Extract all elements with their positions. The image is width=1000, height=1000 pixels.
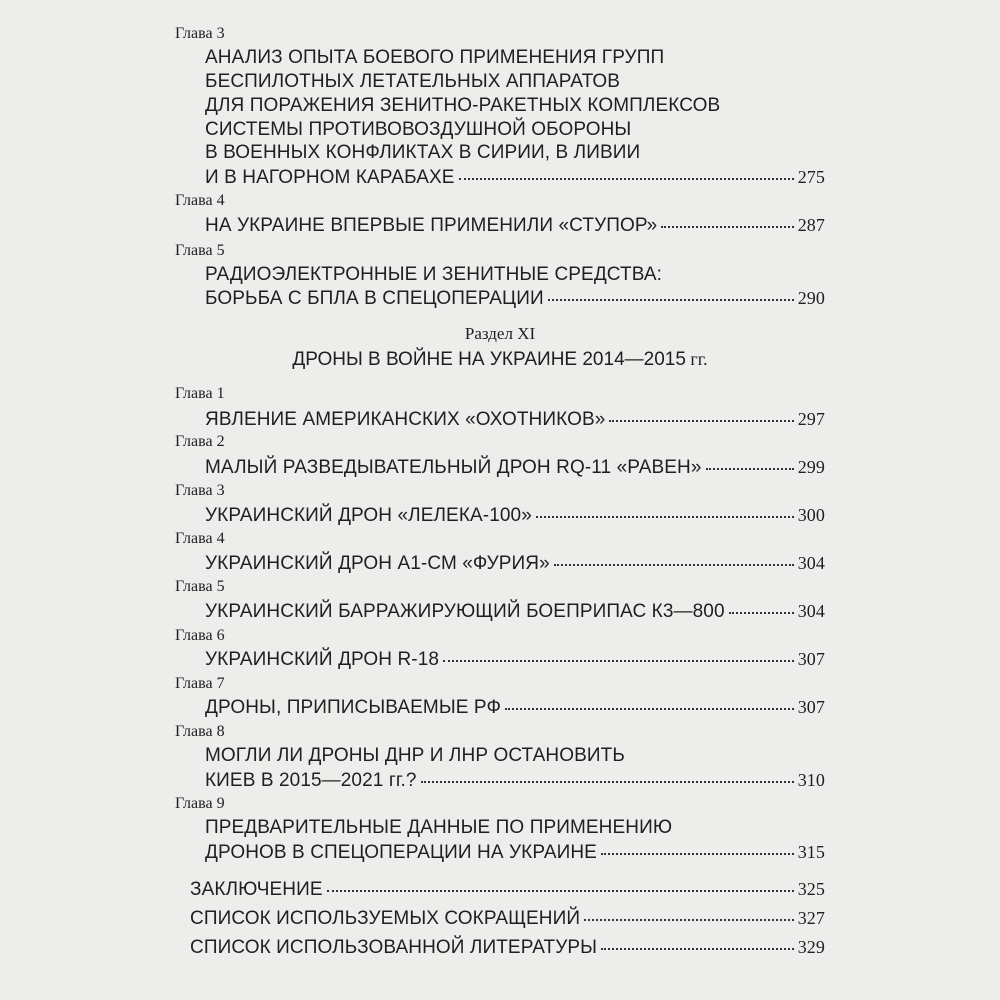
page-number: 327: [797, 908, 825, 928]
page-number: 299: [797, 457, 825, 477]
chapter-label: Глава 4: [175, 530, 225, 547]
chapter-label: Глава 2: [175, 433, 225, 450]
dot-leader: [554, 563, 794, 566]
toc-entry: [190, 907, 825, 930]
chapter-title-line: МОГЛИ ЛИ ДРОНЫ ДНР И ЛНР ОСТАНОВИТЬ: [205, 745, 625, 766]
entry-title: И В НАГОРНОМ КАРАБАХЕ: [205, 167, 455, 188]
dot-leader: [729, 611, 794, 614]
dot-leader: [706, 467, 794, 470]
toc-entry: [205, 504, 825, 527]
dot-leader: [459, 177, 794, 180]
dot-leader: [505, 707, 794, 710]
entry-title: МАЛЫЙ РАЗВЕДЫВАТЕЛЬНЫЙ ДРОН RQ-11 «РАВЕН»: [205, 457, 702, 478]
toc-entry: [205, 600, 825, 623]
dot-leader: [661, 225, 793, 228]
chapter-title-line: ДЛЯ ПОРАЖЕНИЯ ЗЕНИТНО-РАКЕТНЫХ КОМПЛЕКСОВ: [205, 95, 721, 116]
entry-title: ДРОНОВ В СПЕЦОПЕРАЦИИ НА УКРАИНЕ: [205, 842, 597, 863]
chapter-label: Глава 5: [175, 242, 225, 259]
chapter-title-line: РАДИОЭЛЕКТРОННЫЕ И ЗЕНИТНЫЕ СРЕДСТВА:: [205, 264, 662, 285]
entry-title: УКРАИНСКИЙ ДРОН А1-СМ «ФУРИЯ»: [205, 553, 550, 574]
dot-leader: [601, 852, 794, 855]
chapter-label: Глава 5: [175, 578, 225, 595]
entry-title: ЗАКЛЮЧЕНИЕ: [190, 879, 323, 900]
page-number: 325: [797, 879, 825, 899]
section-title-text: ДРОНЫ В ВОЙНЕ НА УКРАИНЕ 2014—2015: [292, 349, 686, 370]
dot-leader: [421, 780, 794, 783]
page-number: 300: [797, 505, 825, 525]
chapter-label: Глава 1: [175, 385, 225, 402]
dot-leader: [548, 298, 794, 301]
toc-entry: [205, 696, 825, 719]
entry-title: ЯВЛЕНИЕ АМЕРИКАНСКИХ «ОХОТНИКОВ»: [205, 409, 606, 430]
section-title: [0, 348, 1000, 371]
toc-entry: [190, 878, 825, 901]
chapter-label: Глава 6: [175, 627, 225, 644]
toc-entry: [205, 456, 825, 479]
entry-title: НА УКРАИНЕ ВПЕРВЫЕ ПРИМЕНИЛИ «СТУПОР»: [205, 215, 658, 236]
page-number: 297: [797, 409, 825, 429]
page-number: 307: [797, 697, 825, 717]
dot-leader: [584, 918, 794, 921]
section-title-suffix: гг.: [685, 349, 708, 369]
page-number: 304: [797, 553, 825, 573]
dot-leader: [443, 659, 794, 662]
entry-title: БОРЬБА С БПЛА В СПЕЦОПЕРАЦИИ: [205, 288, 544, 309]
entry-title: СПИСОК ИСПОЛЬЗУЕМЫХ СОКРАЩЕНИЙ: [190, 908, 581, 929]
chapter-title-line: СИСТЕМЫ ПРОТИВОВОЗДУШНОЙ ОБОРОНЫ: [205, 119, 632, 140]
page-number: 275: [797, 167, 825, 187]
chapter-label: Глава 4: [175, 192, 225, 209]
chapter-title-line: АНАЛИЗ ОПЫТА БОЕВОГО ПРИМЕНЕНИЯ ГРУПП: [205, 47, 665, 68]
chapter-label: Глава 3: [175, 25, 225, 42]
entry-title: КИЕВ В 2015—2021 гг.?: [205, 770, 417, 791]
chapter-title-line: В ВОЕННЫХ КОНФЛИКТАХ В СИРИИ, В ЛИВИИ: [205, 142, 641, 163]
chapter-label: Глава 9: [175, 795, 225, 812]
chapter-label: Глава 8: [175, 723, 225, 740]
toc-entry: [205, 841, 825, 864]
entry-title: СПИСОК ИСПОЛЬЗОВАННОЙ ЛИТЕРАТУРЫ: [190, 937, 598, 958]
toc-entry: [205, 552, 825, 575]
page-number: 315: [797, 842, 825, 862]
entry-title: УКРАИНСКИЙ ДРОН R-18: [205, 649, 440, 670]
dot-leader: [609, 419, 793, 422]
page-number: 304: [797, 601, 825, 621]
section-label: Раздел XI: [464, 324, 536, 343]
toc-entry: [205, 648, 825, 671]
chapter-label: Глава 3: [175, 482, 225, 499]
toc-entry: [205, 287, 825, 310]
toc-entry: [190, 936, 825, 959]
chapter-title-line: ПРЕДВАРИТЕЛЬНЫЕ ДАННЫЕ ПО ПРИМЕНЕНИЮ: [205, 817, 673, 838]
entry-title: УКРАИНСКИЙ ДРОН «ЛЕЛЕКА-100»: [205, 505, 532, 526]
toc-entry: [205, 408, 825, 431]
toc-entry: [205, 166, 825, 189]
page-number: 310: [797, 770, 825, 790]
page-number: 287: [797, 215, 825, 235]
chapter-title-line: БЕСПИЛОТНЫХ ЛЕТАТЕЛЬНЫХ АППАРАТОВ: [205, 71, 621, 92]
toc-entry: [205, 214, 825, 237]
page-number: 290: [797, 288, 825, 308]
page-number: 307: [797, 649, 825, 669]
dot-leader: [536, 515, 794, 518]
dot-leader: [601, 947, 794, 950]
entry-title: ДРОНЫ, ПРИПИСЫВАЕМЫЕ РФ: [205, 697, 502, 718]
entry-title: УКРАИНСКИЙ БАРРАЖИРУЮЩИЙ БОЕПРИПАС К3—800: [205, 601, 725, 622]
toc-entry: [205, 769, 825, 792]
dot-leader: [327, 889, 794, 892]
page-number: 329: [797, 937, 825, 957]
chapter-label: Глава 7: [175, 675, 225, 692]
